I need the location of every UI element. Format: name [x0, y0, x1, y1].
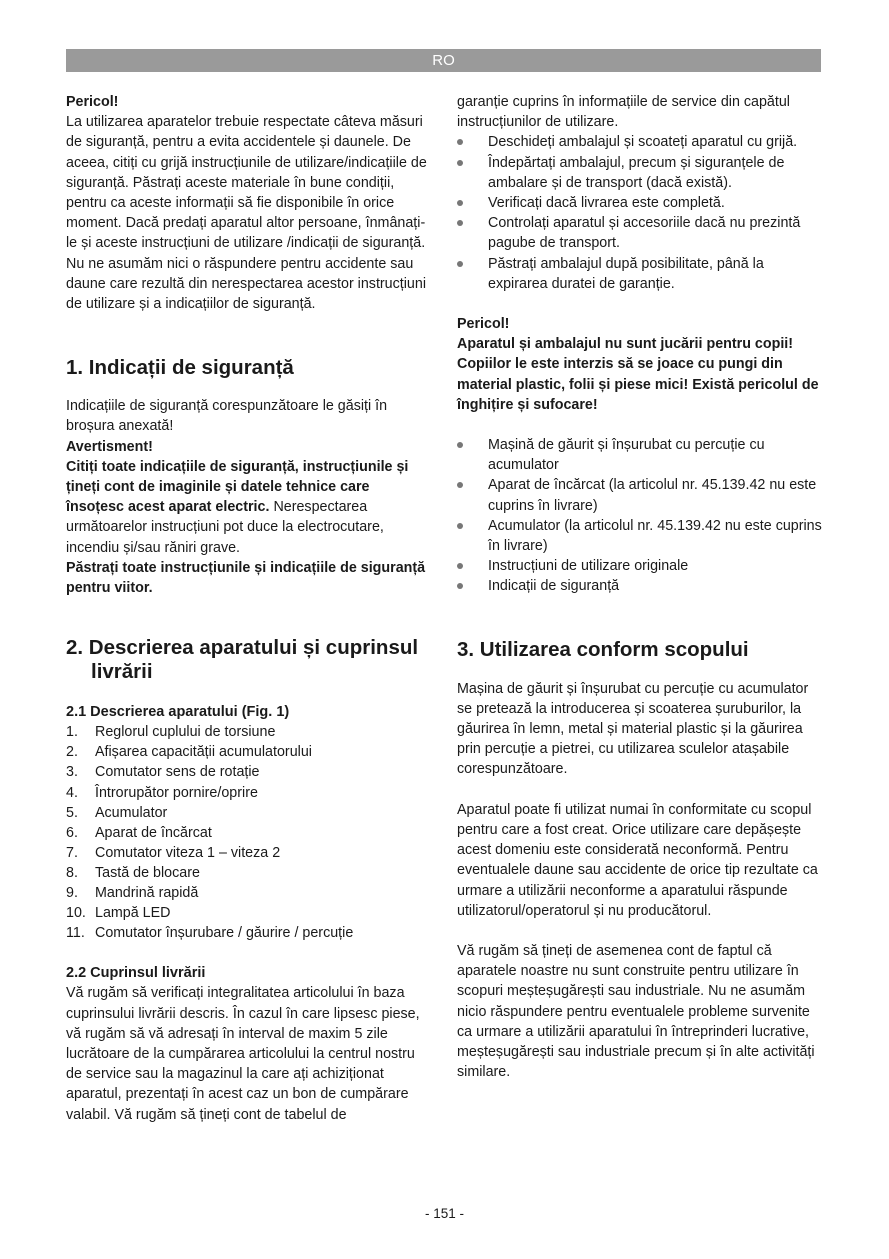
unpacking-step: [457, 193, 823, 213]
bullet-icon: [457, 563, 463, 569]
delivery-item: [457, 516, 823, 556]
list-number: 1.: [66, 724, 78, 741]
section-2-heading-line1: 2. Descrierea aparatului și cuprinsul: [66, 636, 419, 660]
bullet-icon: [457, 220, 463, 226]
list-number: 5.: [66, 804, 78, 821]
unpacking-step: [457, 153, 823, 193]
list-text: Afișarea capacității acumulatorului: [95, 744, 312, 761]
list-text: Controlați aparatul și accesoriile dacă nu prezintă pagube de transport.: [488, 215, 801, 252]
bullet-icon: [457, 160, 463, 166]
list-number: 11.: [66, 925, 85, 942]
parts-list-item: [66, 762, 428, 782]
warning-bold: Citiți toate indicațiile de siguranță, instrucțiunile și țineți cont de imaginile și datele tehnice care însoțesc acest aparat electric.: [66, 458, 409, 516]
bullet-icon: [457, 442, 463, 448]
parts-list-item: [66, 863, 428, 883]
parts-list-item: [66, 783, 428, 803]
list-number: 2.: [66, 744, 78, 761]
list-text: Acumulator: [95, 804, 168, 821]
parts-list-item: [66, 742, 428, 762]
unpacking-step: [457, 254, 823, 294]
list-text: Întrorupător pornire/oprire: [95, 784, 258, 801]
list-number: 10.: [66, 905, 86, 922]
page-number: - 151 -: [424, 1206, 465, 1221]
bullet-icon: [457, 482, 463, 488]
list-text: Lampă LED: [95, 905, 171, 922]
bullet-icon: [457, 583, 463, 589]
list-text: Păstrați ambalajul după posibilitate, până la expirarea duratei de garanție.: [488, 255, 764, 292]
warning-title: Avertisment!: [66, 438, 153, 455]
subsection-2-2-heading: 2.2 Cuprinsul livrării: [66, 965, 206, 982]
right-column: [457, 92, 823, 1082]
parts-list: [66, 722, 428, 943]
warning-keep: Păstrați toate instrucțiunile și indicațiile de siguranță pentru viitor.: [66, 559, 426, 597]
list-number: 3.: [66, 764, 78, 781]
language-label: RO: [432, 52, 455, 69]
parts-list-item: [66, 823, 428, 843]
parts-list-item: [66, 903, 428, 923]
parts-list-item: [66, 722, 428, 742]
list-text: Aparat de încărcat: [95, 824, 212, 841]
section-1-text: Indicațiile de siguranță corespunzătoare le găsiți în broșura anexată!: [66, 398, 388, 435]
unpacking-step: [457, 132, 823, 152]
subsection-2-1-heading: 2.1 Descrierea aparatului (Fig. 1): [66, 704, 290, 721]
left-column: [66, 92, 428, 1125]
continued-text: garanție cuprins în informațiile de service din capătul instrucțiunilor de utilizare.: [457, 94, 790, 131]
language-header: [66, 49, 821, 72]
list-text: Acumulator (la articolul nr. 45.139.42 nu este cuprins în livrare): [488, 517, 822, 555]
unpacking-steps-list: [457, 132, 823, 294]
list-text: Îndepărtați ambalajul, precum și siguranțele de ambalare și de transport (dacă există).: [488, 154, 785, 191]
parts-list-item: [66, 883, 428, 903]
parts-list-item: [66, 843, 428, 863]
unpacking-step: [457, 213, 823, 253]
list-number: 4.: [66, 784, 78, 801]
list-text: Comutator viteza 1 – viteza 2: [95, 844, 281, 861]
list-text: Mandrină rapidă: [95, 885, 199, 902]
list-text: Verificați dacă livrarea este completă.: [488, 195, 725, 212]
bullet-icon: [457, 200, 463, 206]
list-number: 8.: [66, 864, 78, 881]
list-text: Indicații de siguranță: [488, 578, 620, 595]
warning-paragraph: [66, 457, 428, 558]
delivery-item: [457, 435, 823, 475]
list-number: 9.: [66, 885, 78, 902]
danger-paragraph: La utilizarea aparatelor trebuie respectate câteva măsuri de siguranță, pentru a evita accidentele și daunele. De aceea, citiți cu grijă instrucțiunile de utilizare/indicațiile de siguranță. Păstrați aceste materiale în bune condiții, pentru ca aceste informații să fie disponibile în orice moment. Dacă predați aparatul altor persoane, înmânați-le și aceste instrucțiuni de utilizare /indicații de siguranță. Nu ne asumăm nici o răspundere pentru accidente sau daune care rezultă din nerespectarea acestor instrucțiuni de utilizare și a indicațiilor de siguranță.: [66, 114, 427, 313]
list-text: Comutator înșurubare / găurire / percuție: [95, 925, 354, 942]
section-3-paragraph-1: Mașina de găurit și înșurubat cu percuție cu acumulator se pretează la introducerea și scoaterea șuruburilor, la găurirea în lemn, metal și material plastic și la găurirea prin percuție a pietrei, cu utilizarea sculelor atașabile corespunzătoare.: [457, 680, 809, 778]
delivery-item: [457, 556, 823, 576]
list-text: Tastă de blocare: [95, 864, 200, 881]
list-text: Comutator sens de rotație: [95, 764, 260, 781]
list-text: Instrucțiuni de utilizare originale: [488, 558, 689, 575]
parts-list-item: [66, 923, 428, 943]
list-number: 7.: [66, 844, 78, 861]
list-text: Aparat de încărcat (la articolul nr. 45.139.42 nu este cuprins în livrare): [488, 477, 817, 514]
bullet-icon: [457, 261, 463, 267]
section-1-heading: 1. Indicații de siguranță: [66, 356, 294, 380]
section-3-heading: 3. Utilizarea conform scopului: [457, 637, 749, 661]
list-text: Reglorul cuplului de torsiune: [95, 724, 276, 741]
warning-text: Nerespectarea următoarelor instrucțiuni pot duce la electrocutare, incendiu și/sau răniri grave.: [66, 499, 384, 556]
subsection-2-2-text: Vă rugăm să verificați integralitatea articolului în baza cuprinsului livrării descris. În cazul în care lipsesc piese, vă rugăm să vă adresați în interval de maxim 5 zile lucrătoare de la cumpărarea articolului la centrul nostru de service sau la magazinul la care ați achiziționat aparatul, prezentați în acest caz un bon de cumpărare valabil. Vă rugăm să țineți cont de tabelul de: [66, 985, 420, 1123]
delivery-item: [457, 475, 823, 515]
section-2-heading: [66, 636, 428, 684]
danger-bold-2: Aparatul și ambalajul nu sunt jucării pentru copii! Copiilor le este interzis să se joace cu pungi din material plastic, folii și piese mici! Există pericolul de înghițire și sufocare!: [457, 336, 819, 413]
danger-title-2: Pericol!: [457, 316, 510, 333]
list-text: Mașină de găurit și înșurubat cu percuție cu acumulator: [488, 437, 765, 474]
bullet-icon: [457, 139, 463, 145]
bullet-icon: [457, 523, 463, 529]
list-text: Deschideți ambalajul și scoateți aparatul cu grijă.: [488, 134, 798, 151]
section-3-paragraph-3: Vă rugăm să țineți de asemenea cont de faptul că aparatele noastre nu sunt construite pentru utilizare în scopuri meșteșugărești sau industriale. Nu ne asumăm nicio răspundere pentru eventualele probleme survenite ca urmare a utilizării aparatului în întreprinderi lucrative, meșteșugărești sau industriale precum și în alte activități similare.: [457, 942, 815, 1081]
list-number: 6.: [66, 824, 78, 841]
section-3-paragraph-2: Aparatul poate fi utilizat numai în conformitate cu scopul pentru care a fost creat. Orice utilizare care depășește acest domeniu este considerată neconformă. Pentru eventualele daune sau accidente de orice tip rezultate ca urmare a utilizării neconforme a aparatului răspunde utilizatorul/operatorul și nu producătorul.: [457, 801, 818, 919]
parts-list-item: [66, 803, 428, 823]
section-2-heading-line2: livrării: [91, 660, 153, 684]
delivery-contents-list: [457, 435, 823, 597]
delivery-item: [457, 576, 823, 596]
danger-title: Pericol!: [66, 94, 119, 110]
